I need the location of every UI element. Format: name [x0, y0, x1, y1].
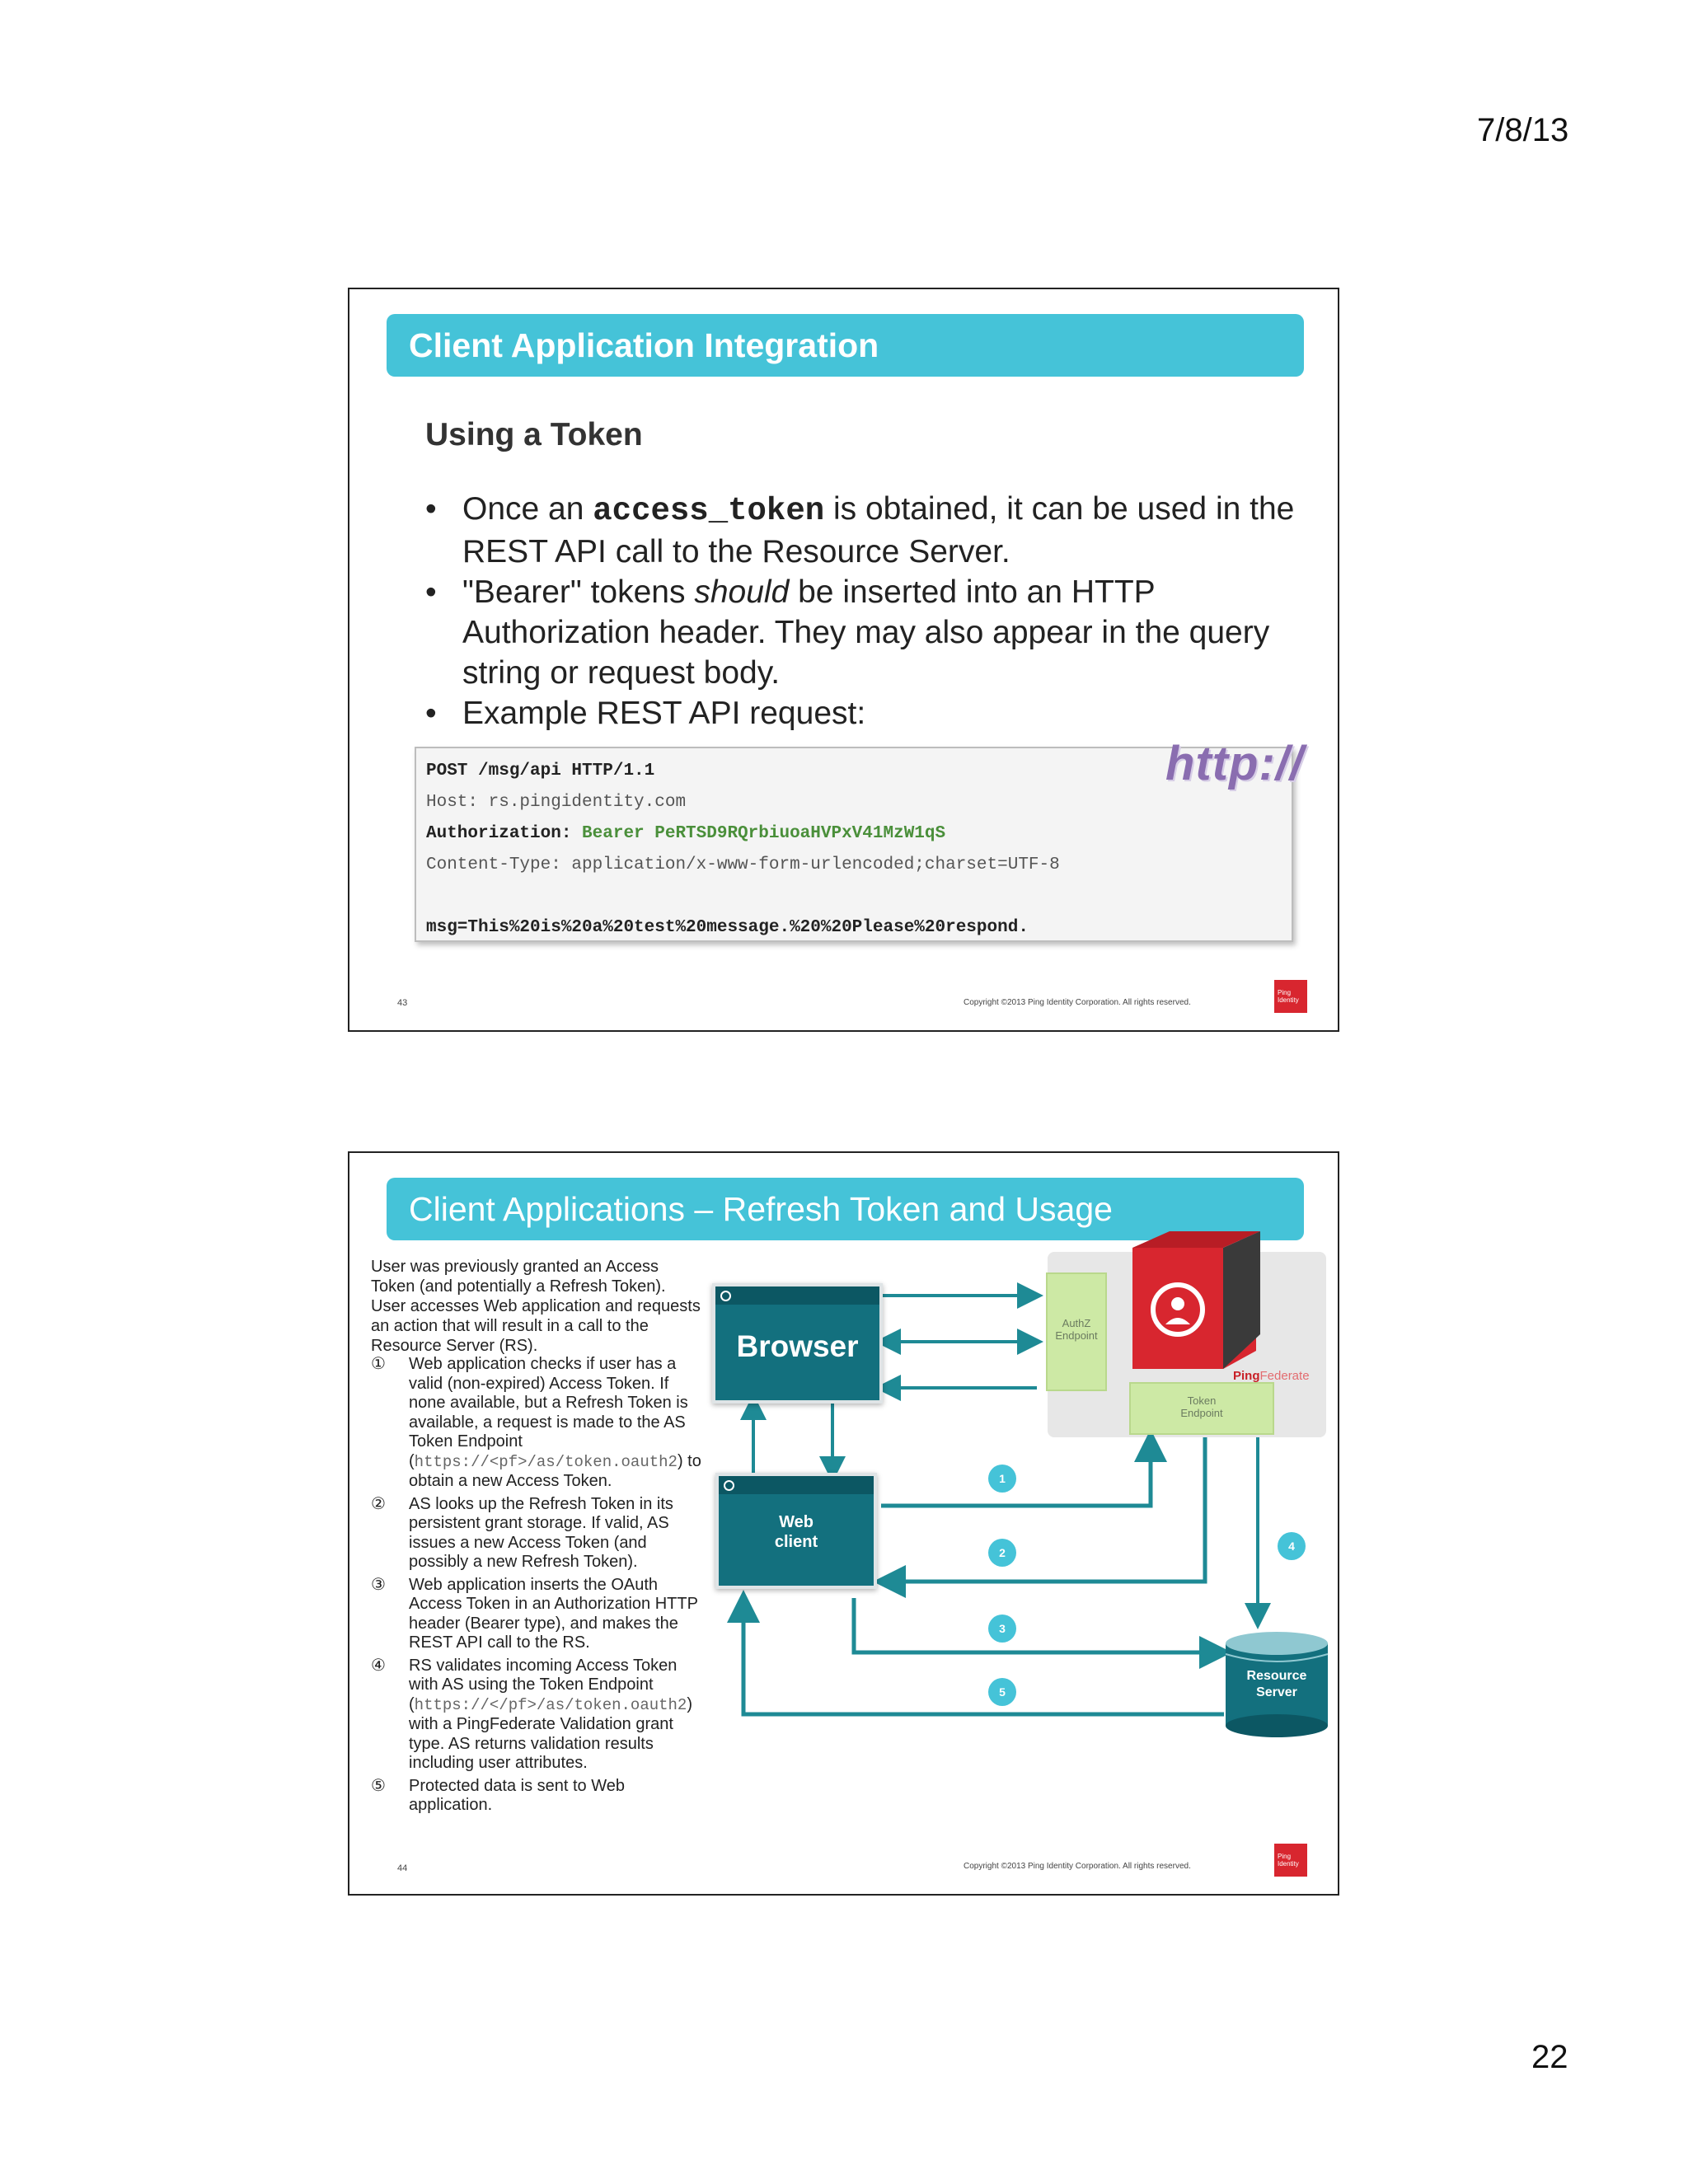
page-number: 22 — [1531, 2039, 1568, 2075]
slide-subtitle: Using a Token — [425, 417, 643, 452]
bullet-list — [425, 489, 1299, 733]
web-client-window — [715, 1473, 877, 1589]
copyright: Copyright ©2013 Ping Identity Corporation. All rights reserved. — [964, 1862, 1191, 1871]
web-client-label: Web client — [774, 1513, 818, 1551]
page-date: 7/8/13 — [1477, 112, 1569, 148]
window-dot-icon — [724, 1480, 734, 1491]
step-badge: 3 — [988, 1615, 1016, 1643]
intro-text: User was previously granted an Access Token (and potentially a Refresh Token). User accesses Web application and requests an action that will result in a call to the Resource Server (RS). — [371, 1258, 701, 1355]
pingfederate-label: PingFederate — [1233, 1369, 1310, 1383]
step-badge: 5 — [988, 1678, 1016, 1706]
code-line: msg=This%20is%20a%20test%20message.%20%20Please%20respond. — [426, 918, 1029, 937]
resource-server-label: Resource Server — [1246, 1669, 1307, 1699]
bullet-item: • Example REST API request: — [425, 693, 1299, 733]
code-line: POST /msg/api HTTP/1.1 — [426, 762, 655, 780]
pingfederate-cube-icon — [1132, 1231, 1260, 1369]
copyright: Copyright ©2013 Ping Identity Corporation. All rights reserved. — [964, 998, 1191, 1007]
step-item: ③ Web application inserts the OAuth Access Token in an Authorization HTTP header (Bearer type), and makes the REST API call to the RS. — [371, 1575, 698, 1652]
step-badge: 2 — [988, 1539, 1016, 1567]
ping-identity-logo: Ping Identity — [1274, 1844, 1307, 1877]
bullet-item: • "Bearer" tokens should be inserted into an HTTP Authorization header. They may also appear in the query string or request body. — [425, 572, 1299, 693]
step-item: ④ RS validates incoming Access Token with AS using the Token Endpoint (https://</pf>/as/token.oauth2) with a PingFederate Validation grant type. AS returns validation results including user attributes. — [371, 1656, 692, 1772]
code-line: Host: rs.pingidentity.com — [426, 793, 687, 812]
window-dot-icon — [720, 1291, 731, 1301]
slide-number: 43 — [397, 998, 408, 1008]
step-item: ⑤ Protected data is sent to Web application. — [371, 1776, 626, 1814]
step-badge: 1 — [988, 1465, 1016, 1493]
code-line-blank — [426, 881, 1292, 912]
rest-request-code-box — [415, 747, 1293, 942]
browser-label: Browser — [736, 1329, 859, 1363]
step-item: ② AS looks up the Refresh Token in its persistent grant storage. If valid, AS issues a new Access Token (and possibly a new Refresh Token). — [371, 1494, 673, 1571]
code-line: Authorization: Bearer PeRTSD9RQrbiuoaHVPxV41MzW1qS — [426, 824, 946, 843]
slide-number: 44 — [397, 1863, 408, 1873]
authz-endpoint: AuthZ Endpoint — [1046, 1272, 1107, 1391]
http-logo: http:// — [1165, 737, 1305, 790]
slide-client-application-integration — [348, 288, 1339, 1032]
bullet-item: • Once an access_token is obtained, it can be used in the REST API call to the Resource Server. — [425, 489, 1299, 572]
token-endpoint: Token Endpoint — [1129, 1382, 1274, 1435]
slide-title: Client Application Integration — [387, 314, 1304, 377]
access-token-code: access_token — [593, 493, 825, 529]
ping-identity-logo: Ping Identity — [1274, 980, 1307, 1013]
step-item: ① Web application checks if user has a valid (non-expired) Access Token. If none available, but a Refresh Token is available, a request is made to the AS Token Endpoint (https://<pf>/as/token.oauth2) to obtain a new Access Token. — [371, 1355, 701, 1490]
step-badge: 4 — [1278, 1532, 1306, 1560]
slide-refresh-token-usage — [348, 1151, 1339, 1896]
code-line: Content-Type: application/x-www-form-urlencoded;charset=UTF-8 — [426, 855, 1060, 874]
slide-title: Client Applications – Refresh Token and Usage — [387, 1178, 1304, 1240]
browser-window — [712, 1283, 883, 1404]
